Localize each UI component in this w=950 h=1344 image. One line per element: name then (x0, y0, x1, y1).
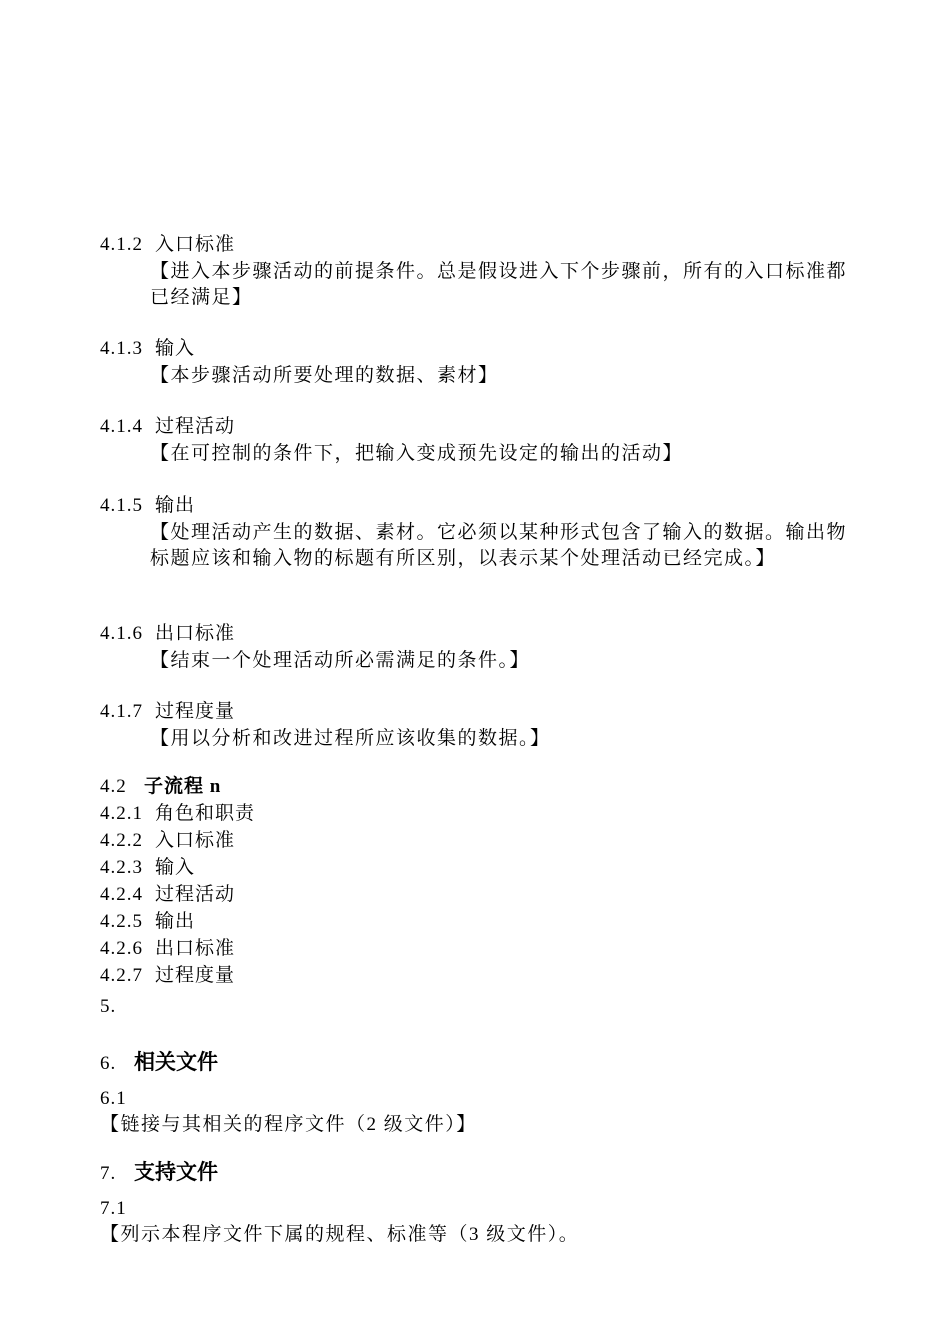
section-number: 4.2.5 (100, 911, 143, 932)
description-4-1-7: 【用以分析和改进过程所应该收集的数据。】 (150, 728, 551, 749)
heading-7 (100, 1157, 218, 1189)
section-number: 4.2 (100, 776, 127, 797)
description-4-1-4: 【在可控制的条件下，把输入变成预先设定的输出的活动】 (150, 443, 684, 464)
heading-6-1 (100, 1085, 127, 1112)
section-title: 相关文件 (134, 1050, 218, 1074)
section-number: 4.2.7 (100, 965, 143, 986)
section-title: 过程度量 (155, 701, 236, 722)
heading-4-1-6 (100, 620, 235, 647)
section-number: 4.2.4 (100, 884, 143, 905)
description-6-1: 【链接与其相关的程序文件（2 级文件）】 (100, 1114, 477, 1135)
section-title: 出口标准 (155, 623, 236, 644)
section-title: 输出 (155, 495, 196, 516)
section-title: 角色和职责 (155, 803, 256, 824)
heading-4-2-2 (100, 827, 235, 854)
section-title: 过程活动 (155, 884, 236, 905)
section-title: 入口标准 (155, 234, 236, 255)
heading-4-1-3 (100, 335, 195, 362)
heading-4-2-3 (100, 854, 195, 881)
section-number: 4.2.6 (100, 938, 143, 959)
section-number: 4.2.3 (100, 857, 143, 878)
section-title: 子流程 n (144, 776, 222, 797)
heading-5 (100, 993, 116, 1020)
heading-7-1 (100, 1195, 127, 1222)
section-number: 4.1.2 (100, 234, 143, 255)
section-number: 4.2.1 (100, 803, 143, 824)
heading-4-2 (100, 773, 221, 800)
heading-4-2-1 (100, 800, 255, 827)
section-title: 输出 (155, 911, 196, 932)
section-number: 7.1 (100, 1198, 127, 1219)
section-number: 4.1.6 (100, 623, 143, 644)
description-4-1-6: 【结束一个处理活动所必需满足的条件。】 (150, 650, 531, 671)
heading-6 (100, 1047, 218, 1079)
heading-4-1-2 (100, 231, 235, 258)
section-number: 5. (100, 996, 117, 1017)
heading-4-1-4 (100, 413, 235, 440)
description-4-1-5: 【处理活动产生的数据、素材。它必须以某种形式包含了输入的数据。输出物标题应该和输入物的标题有所区别，以表示某个处理活动已经完成。】 (150, 522, 848, 569)
section-number: 7. (100, 1163, 117, 1184)
section-title: 输入 (155, 857, 196, 878)
heading-4-2-4 (100, 881, 235, 908)
description-4-1-3: 【本步骤活动所要处理的数据、素材】 (150, 365, 499, 386)
section-number: 6.1 (100, 1088, 127, 1109)
section-number: 4.1.4 (100, 416, 143, 437)
description-4-1-2: 【进入本步骤活动的前提条件。总是假设进入下个步骤前，所有的入口标准都已经满足】 (150, 261, 848, 308)
heading-4-1-5 (100, 492, 195, 519)
section-number: 4.1.3 (100, 338, 143, 359)
section-title: 过程活动 (155, 416, 236, 437)
section-number: 4.1.5 (100, 495, 143, 516)
description-7-1: 【列示本程序文件下属的规程、标准等（3 级文件）。 (100, 1224, 580, 1245)
section-title: 输入 (155, 338, 196, 359)
heading-4-2-6 (100, 935, 235, 962)
section-title: 支持文件 (134, 1160, 218, 1184)
section-number: 4.1.7 (100, 701, 143, 722)
section-number: 4.2.2 (100, 830, 143, 851)
heading-4-2-5 (100, 908, 195, 935)
section-title: 过程度量 (155, 965, 236, 986)
heading-4-2-7 (100, 962, 235, 989)
heading-4-1-7 (100, 698, 235, 725)
section-number: 6. (100, 1053, 117, 1074)
section-title: 出口标准 (155, 938, 236, 959)
section-title: 入口标准 (155, 830, 236, 851)
